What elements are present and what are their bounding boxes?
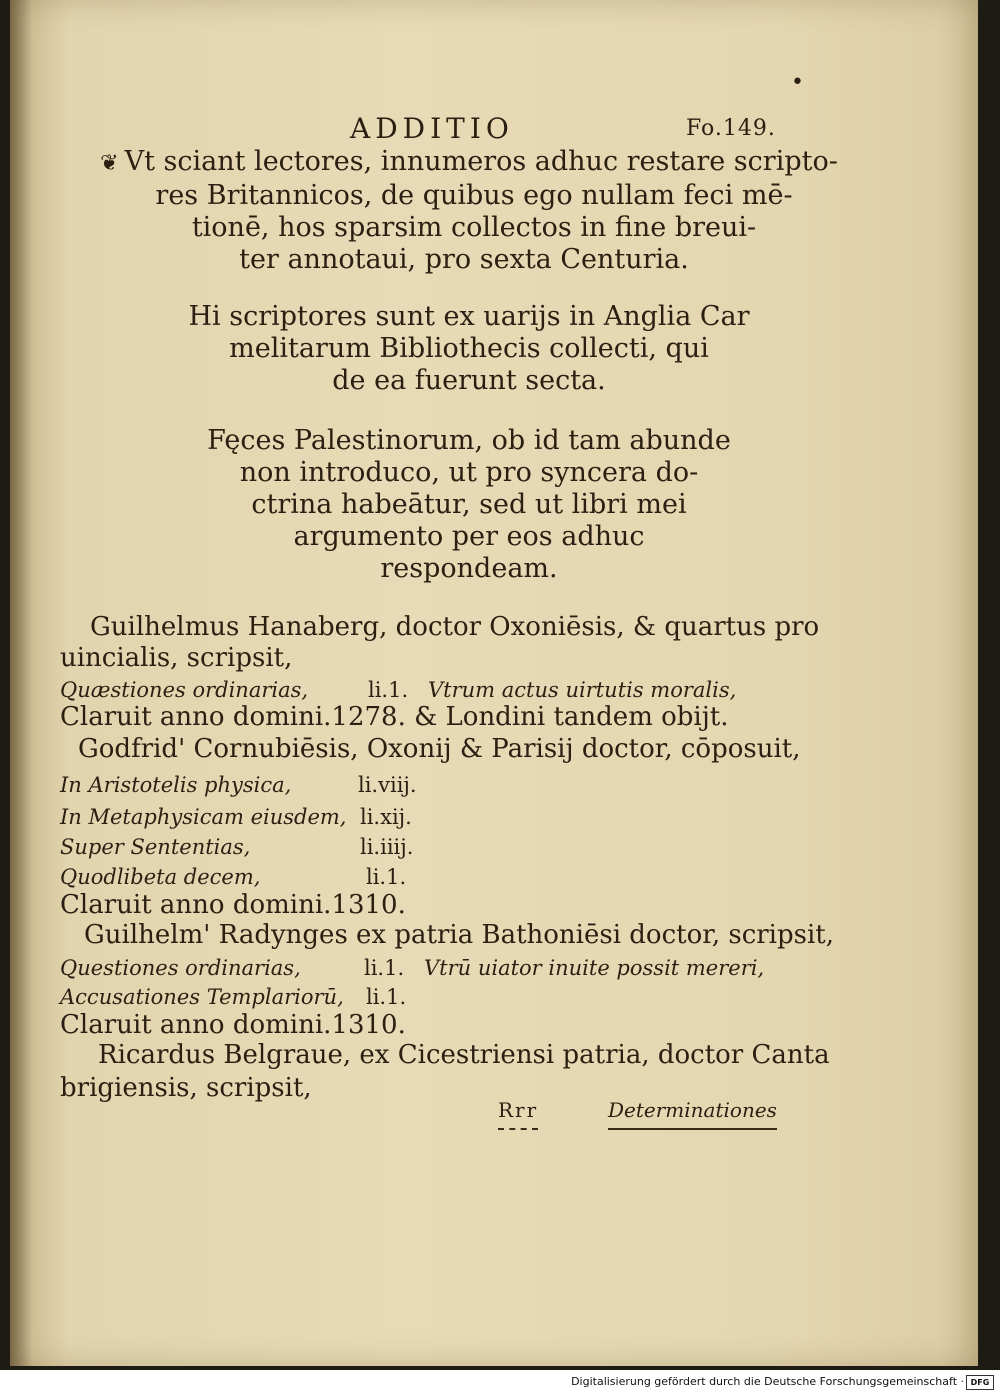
work-incipit: Vtrum actus uirtutis moralis,: [428, 678, 737, 702]
work-title: Super Sententias,: [60, 835, 251, 859]
page-header: [10, 112, 978, 146]
paragraph-line: non introduco, ut pro syncera do-: [239, 457, 699, 488]
entry-radynges-line1: Guilhelm' Radynges ex patria Bathoniēsi doctor, scripsit,: [84, 920, 835, 950]
page-foot: [10, 1098, 978, 1138]
entry-belgraue-line1: Ricardus Belgraue, ex Cicestriensi patria, doctor Canta: [98, 1040, 830, 1070]
work-title: Quodlibeta decem,: [60, 865, 261, 889]
paragraph-line: ctrina habeātur, sed ut libri mei: [251, 489, 687, 520]
work-title: Accusationes Templariorū,: [60, 985, 344, 1009]
digitization-footer: [0, 1372, 1000, 1392]
intro-line: tionē, hos sparsim collectos in fine breui-: [191, 212, 757, 243]
book-page: [10, 0, 978, 1366]
funding-notice: Digitalisierung gefördert durch die Deutsche Forschungsgemeinschaft ·: [571, 1375, 964, 1388]
paragraph-line: de ea fuerunt secta.: [332, 365, 606, 396]
entry-hanaberg-line2: uincialis, scripsit,: [60, 643, 293, 673]
volume-count: li.iiij.: [360, 835, 414, 859]
entry-hanaberg-line1: Guilhelmus Hanaberg, doctor Oxoniēsis, & quartus pro: [90, 612, 820, 642]
paragraph-line: Fęces Palestinorum, ob id tam abunde: [207, 425, 731, 456]
volume-count: li.viij.: [358, 773, 417, 797]
ink-mark: •: [791, 70, 804, 95]
paragraph-line: respondeam.: [380, 553, 558, 584]
floruit-line: Claruit anno domini.1310.: [60, 890, 406, 920]
running-head: ADDITIO: [350, 112, 514, 145]
catchword: Determinationes: [608, 1098, 777, 1130]
paragraph-line: melitarum Bibliothecis collecti, qui: [229, 333, 709, 364]
intro-line: res Britannicos, de quibus ego nullam feci mē-: [155, 180, 793, 211]
volume-count: li.1.: [368, 678, 409, 702]
entry-belgraue-line2: brigiensis, scripsit,: [60, 1073, 312, 1103]
work-title: Questiones ordinarias,: [60, 956, 301, 980]
intro-line: ❦ Vt sciant lectores, innumeros adhuc restare scripto-: [100, 146, 838, 177]
floruit-line: Claruit anno domini.1310.: [60, 1010, 406, 1040]
faeces-paragraph: [10, 425, 978, 585]
signature-mark: Rrr: [498, 1098, 538, 1130]
paragraph-line: argumento per eos adhuc: [293, 521, 645, 552]
work-title: In Metaphysicam eiusdem,: [60, 805, 347, 829]
entry-godfrid-line1: Godfrid' Cornubiēsis, Oxonij & Parisij doctor, cōposuit,: [78, 734, 801, 764]
fleuron-icon: ❦: [100, 151, 119, 176]
intro-line: ter annotaui, pro sexta Centuria.: [239, 244, 689, 275]
paragraph-line: Hi scriptores sunt ex uarijs in Anglia Car: [188, 301, 750, 332]
volume-count: li.1.: [364, 956, 405, 980]
work-title: In Aristotelis physica,: [60, 773, 292, 797]
work-title: Quæstiones ordinarias,: [60, 678, 309, 702]
carmelite-paragraph: [10, 301, 978, 397]
volume-count: li.1.: [366, 865, 407, 889]
volume-count: li.1.: [366, 985, 407, 1009]
volume-count: li.xij.: [360, 805, 412, 829]
floruit-line: Claruit anno domini.1278. & Londini tandem obijt.: [60, 702, 729, 732]
intro-paragraph: [10, 146, 978, 276]
folio-number: Fo.149.: [686, 116, 776, 141]
work-incipit: Vtrū uiator inuite possit mereri,: [424, 956, 765, 980]
dfg-logo-icon: DFG: [966, 1375, 994, 1390]
